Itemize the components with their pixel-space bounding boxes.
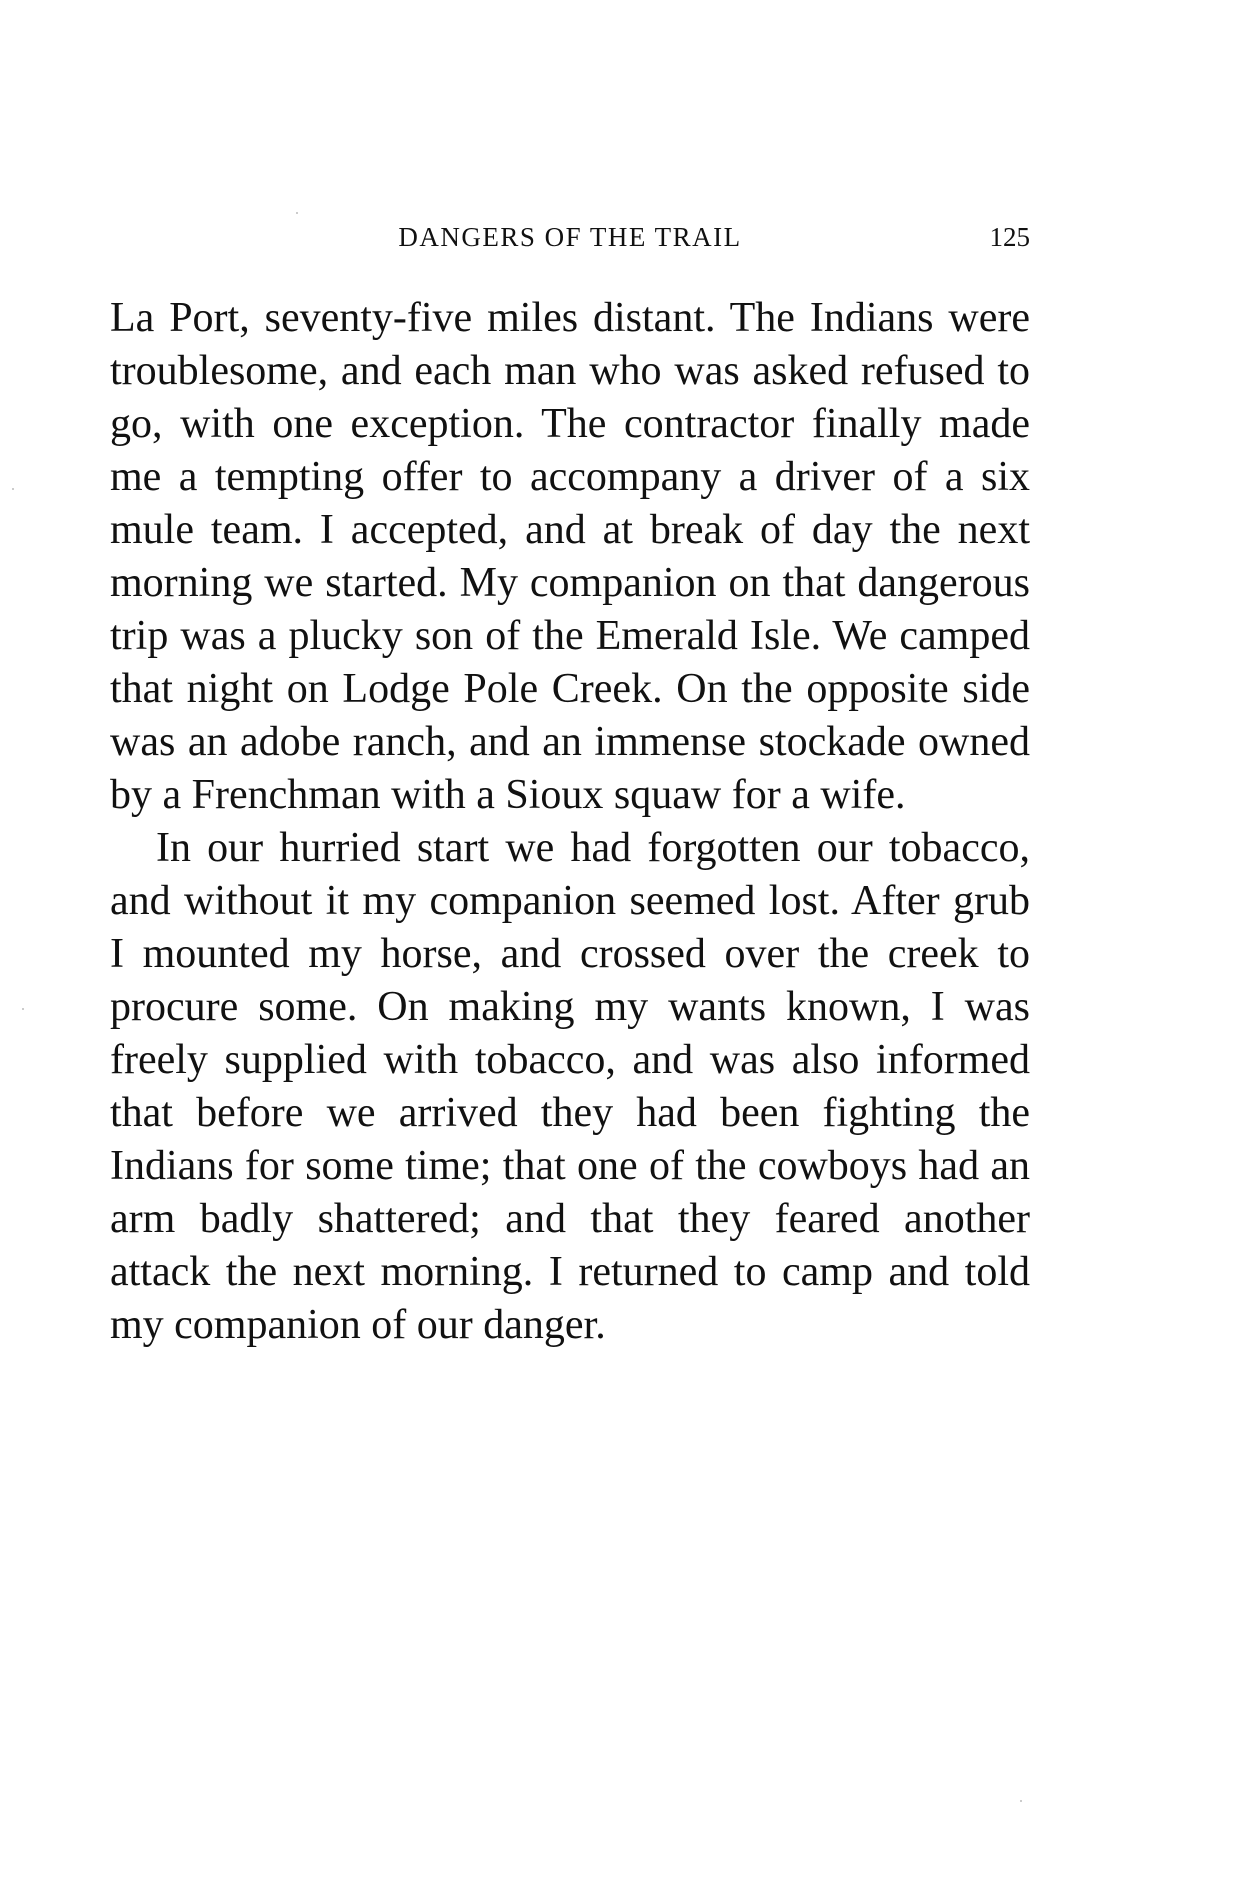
scan-speck xyxy=(12,488,14,490)
running-title: DANGERS OF THE TRAIL xyxy=(398,222,742,252)
page-number: 125 xyxy=(989,222,1030,252)
scan-speck xyxy=(296,212,298,214)
scan-speck xyxy=(1020,1800,1022,1802)
running-head xyxy=(110,222,1030,262)
paragraph-1: La Port, seventy-five miles distant. The Indians were troublesome, and each man who was asked refused to go, with one exception. The contractor finally made me a tempting offer to accompany a driver of a six mule team. I accepted, and at break of day the next morning we started. My companion on that dangerous trip was a plucky son of the Emerald Isle. We camped that night on Lodge Pole Creek. On the opposite side was an adobe ranch, and an immense stockade owned by a Frenchman with a Sioux squaw for a wife. xyxy=(110,295,1030,818)
paragraph-2: In our hurried start we had forgotten our tobacco, and without it my companion seemed lost. After grub I mounted my horse, and crossed over the creek to procure some. On making my wants known, I was freely supplied with tobacco, and was also informed that before we arrived they had been fighting the Indians for some time; that one of the cowboys had an arm badly shattered; and that they feared another attack the next morning. I returned to camp and told my companion of our danger. xyxy=(110,825,1030,1348)
scan-speck xyxy=(22,1008,24,1010)
body-text xyxy=(110,292,1030,1352)
